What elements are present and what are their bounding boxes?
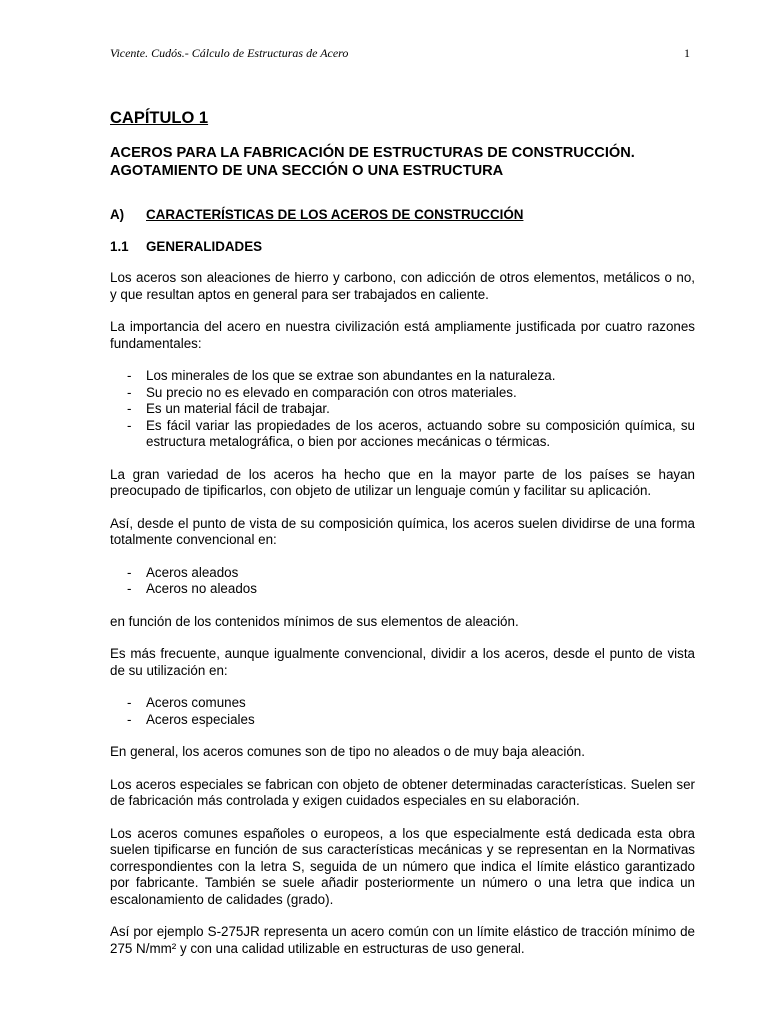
paragraph-5: en función de los contenidos mínimos de sus elementos de aleación. <box>110 613 519 629</box>
chapter-title <box>110 144 695 180</box>
page-header <box>110 46 690 61</box>
section-a-heading <box>110 207 695 224</box>
document-body <box>110 108 695 973</box>
list-item-text: Es fácil variar las propiedades de los aceros, actuando sobre su composición química, su estructura metalográfica, o bien por acciones mecánicas o térmicas. <box>146 417 695 449</box>
paragraph-6: Es más frecuente, aunque igualmente convencional, dividir a los aceros, desde el punto de vista de su utilización en: <box>110 646 695 678</box>
running-title: Vicente. Cudós.- Cálculo de Estructuras de Acero <box>110 46 349 60</box>
list-item-text: Su precio no es elevado en comparación con otros materiales. <box>146 384 517 400</box>
section-a-title: CARACTERÍSTICAS DE LOS ACEROS DE CONSTRUCCIÓN <box>146 207 524 222</box>
list-item <box>110 418 695 451</box>
paragraph-7: En general, los aceros comunes son de tipo no aleados o de muy baja aleación. <box>110 744 585 759</box>
dash-bullet: - <box>127 711 132 727</box>
section-a-number: A) <box>110 207 125 222</box>
dash-bullet: - <box>127 695 132 710</box>
dash-bullet: - <box>127 368 132 383</box>
chapter-title-line-1: ACEROS PARA LA FABRICACIÓN DE ESTRUCTURAS DE CONSTRUCCIÓN. <box>110 145 635 161</box>
list-item <box>110 401 695 418</box>
list-item-text: Aceros aleados <box>146 564 239 580</box>
chapter-heading: CAPÍTULO 1 <box>110 109 209 127</box>
list-item <box>110 368 695 385</box>
section-1-1-title: GENERALIDADES <box>146 238 263 254</box>
list-item-text: Los minerales de los que se extrae son abundantes en la naturaleza. <box>146 368 556 383</box>
paragraph-2: La importancia del acero en nuestra civilización está ampliamente justificada por cuatro razones fundamentales: <box>110 319 695 351</box>
composition-list <box>110 565 695 598</box>
paragraph-10: Así por ejemplo S-275JR representa un acero común con un límite elástico de tracción mínimo de 275 N/mm² y con una calidad utilizable en estructuras de uso general. <box>110 924 695 956</box>
dash-bullet: - <box>127 384 132 400</box>
list-item-text: Aceros especiales <box>146 711 255 727</box>
paragraph-3: La gran variedad de los aceros ha hecho que en la mayor parte de los países se hayan preocupado de tipificarlos, con objeto de utilizar un lenguaje común y facilitar su aplicación. <box>110 466 695 498</box>
list-item <box>110 565 695 582</box>
list-item-text: Aceros comunes <box>146 695 246 710</box>
usage-list <box>110 695 695 728</box>
section-1-1-heading <box>110 239 695 256</box>
paragraph-9: Los aceros comunes españoles o europeos, a los que especialmente está dedicada esta obra suelen tipificarse en función de sus características mecánicas y se representan en la Normativas correspondientes con la letra S, seguida de un número que indica el límite elástico garantizado por fabricante. También se suele añadir posteriormente un número o una letra que indica un escalonamiento de calidades (grado). <box>110 825 695 907</box>
dash-bullet: - <box>127 581 132 596</box>
dash-bullet: - <box>127 401 132 416</box>
list-item <box>110 385 695 402</box>
list-item-text: Aceros no aleados <box>146 581 257 596</box>
list-item <box>110 581 695 598</box>
dash-bullet: - <box>127 417 132 433</box>
chapter-title-line-2: AGOTAMIENTO DE UNA SECCIÓN O UNA ESTRUCTURA <box>110 163 504 179</box>
list-item <box>110 712 695 729</box>
dash-bullet: - <box>127 564 132 580</box>
section-1-1-number: 1.1 <box>110 238 129 254</box>
paragraph-4: Así, desde el punto de vista de su composición química, los aceros suelen dividirse de una forma totalmente convencional en: <box>110 515 695 547</box>
paragraph-8: Los aceros especiales se fabrican con objeto de obtener determinadas características. Suelen ser de fabricación más controlada y exigen cuidados especiales en su elaboración. <box>110 776 695 808</box>
reasons-list <box>110 368 695 451</box>
page-number: 1 <box>684 46 690 60</box>
paragraph-1: Los aceros son aleaciones de hierro y carbono, con adicción de otros elementos, metálicos o no, y que resultan aptos en general para ser trabajados en caliente. <box>110 270 695 302</box>
list-item-text: Es un material fácil de trabajar. <box>146 401 330 416</box>
list-item <box>110 695 695 712</box>
